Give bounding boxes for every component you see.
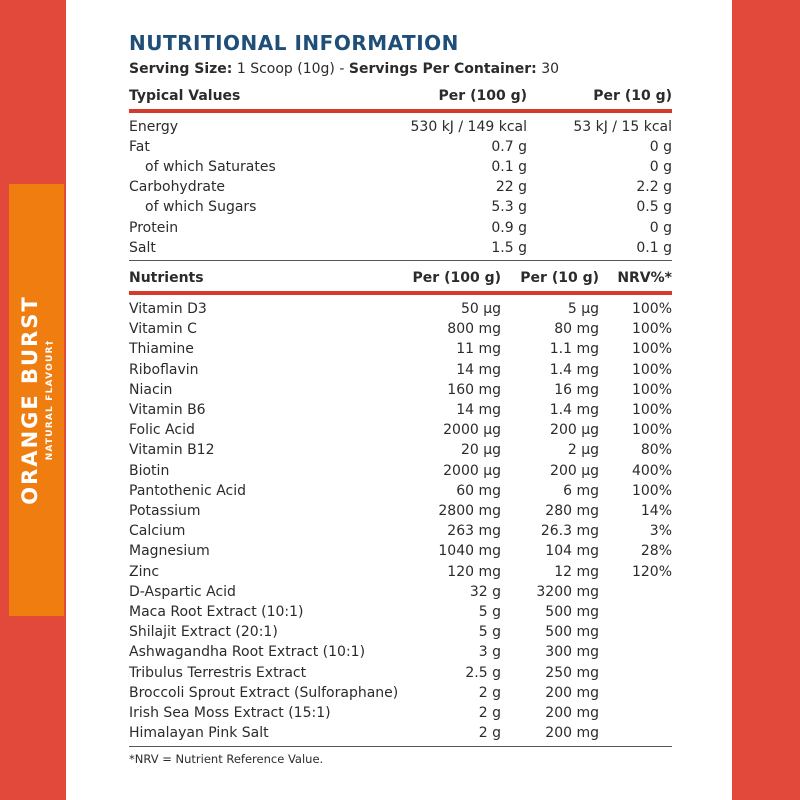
nutrient-row-label: Ashwagandha Root Extract (10:1) xyxy=(129,644,366,661)
flavour-name: ORANGE BURST xyxy=(17,295,42,505)
nutrient-row-per100: 32 g xyxy=(469,583,501,600)
typical-row-per10: 0.1 g xyxy=(636,239,672,256)
nutrient-row-label: Niacin xyxy=(129,381,173,398)
nutrient-row xyxy=(129,481,672,501)
nutrient-row-per100: 14 mg xyxy=(456,361,501,378)
nutrient-row-label: Magnesium xyxy=(129,543,210,560)
nutrient-row-nrv: 100% xyxy=(631,482,672,499)
nutrient-row-per100: 1040 mg xyxy=(438,543,501,560)
typical-row-per100: 0.7 g xyxy=(491,139,527,156)
nutrient-row-per10: 1.4 mg xyxy=(549,402,599,418)
nutrient-row-label: Tribulus Terrestris Extract xyxy=(129,664,307,681)
nutrient-row-per100: 2800 mg xyxy=(438,503,501,519)
nutrients-bottom-rule xyxy=(129,746,672,747)
nutrient-row xyxy=(129,339,672,359)
typical-row-per100: 530 kJ / 149 kcal xyxy=(410,119,527,135)
nutrient-row-per10: 200 µg xyxy=(550,422,599,439)
servings-per-container-value: 30 xyxy=(541,61,560,77)
typical-row-per10: 2.2 g xyxy=(636,179,672,196)
nutrient-row xyxy=(129,683,672,703)
nutrient-row-per100: 60 mg xyxy=(456,482,501,499)
nutrient-row xyxy=(129,703,672,723)
nrv-footnote: *NRV = Nutrient Reference Value. xyxy=(129,752,324,766)
nutrient-row-label: Maca Root Extract (10:1) xyxy=(129,604,304,620)
nutrient-row-per10: 200 mg xyxy=(545,705,599,721)
nutrient-row-label: Riboflavin xyxy=(129,361,199,378)
servings-per-container-label: Servings Per Container: xyxy=(348,61,537,77)
nutrient-row-per10: 200 mg xyxy=(545,684,599,701)
nutrient-row-nrv: 14% xyxy=(640,503,672,519)
nutrient-row-per100: 5 g xyxy=(478,624,501,641)
nutrient-row-per10: 6 mg xyxy=(563,482,599,499)
nutrient-row-label: D-Aspartic Acid xyxy=(129,583,236,600)
typical-row-per100: 0.9 g xyxy=(491,219,527,236)
typical-row-per100: 5.3 g xyxy=(491,199,527,216)
nutrient-row-label: Zinc xyxy=(129,563,160,580)
nutrients-header-nrv: NRV%* xyxy=(617,270,672,286)
typical-row-label: Fat xyxy=(129,139,150,156)
nutrients-header-per100: Per (100 g) xyxy=(412,270,501,286)
serving-separator: - xyxy=(339,61,345,77)
page-title: NUTRITIONAL INFORMATION xyxy=(129,31,459,55)
serving-info xyxy=(129,61,559,77)
typical-row-label: of which Sugars xyxy=(145,199,257,216)
nutrient-row-per100: 160 mg xyxy=(447,381,501,398)
nutrient-row-per10: 1.4 mg xyxy=(549,361,599,378)
typical-row-label: Carbohydrate xyxy=(129,179,226,196)
nutrient-row-label: Irish Sea Moss Extract (15:1) xyxy=(129,705,331,721)
nutrient-row xyxy=(129,582,672,602)
nutrient-row-per10: 2 µg xyxy=(567,442,599,459)
typical-bottom-rule xyxy=(129,260,672,261)
nutrient-row-nrv: 100% xyxy=(631,422,672,439)
nutrient-row-per10: 80 mg xyxy=(554,321,599,338)
typical-header-per100: Per (100 g) xyxy=(438,88,527,104)
typical-row-per10: 53 kJ / 15 kcal xyxy=(573,119,672,135)
nutrient-row xyxy=(129,400,672,420)
nutrient-row-per10: 250 mg xyxy=(545,664,599,681)
typical-row xyxy=(129,177,672,197)
nutrient-row-nrv: 400% xyxy=(631,462,672,479)
nutrient-row-label: Broccoli Sprout Extract (Sulforaphane) xyxy=(129,684,399,701)
nutrient-row-per100: 800 mg xyxy=(447,321,501,338)
typical-row xyxy=(129,117,672,137)
typical-row-per100: 0.1 g xyxy=(491,159,527,176)
nutrient-row-per100: 2.5 g xyxy=(465,664,501,681)
nutrient-row xyxy=(129,380,672,400)
serving-size-label: Serving Size: xyxy=(129,61,233,77)
nutrient-row xyxy=(129,420,672,440)
nutrient-row-per10: 5 µg xyxy=(567,301,599,317)
nutrient-row-per100: 20 µg xyxy=(460,442,501,459)
nutrient-row-per10: 26.3 mg xyxy=(540,523,599,540)
nutrient-row-per10: 1.1 mg xyxy=(549,341,599,358)
typical-row-label: Protein xyxy=(129,219,179,236)
nutrient-row-per100: 263 mg xyxy=(447,523,501,540)
nutrient-row-nrv: 100% xyxy=(631,381,672,398)
nutrient-row-label: Himalayan Pink Salt xyxy=(129,725,269,742)
nutrient-row-label: Vitamin B12 xyxy=(129,442,215,459)
typical-row-per10: 0 g xyxy=(649,159,672,176)
nutrient-row-per10: 104 mg xyxy=(545,543,599,560)
nutrient-row-nrv: 100% xyxy=(631,301,672,317)
nutrient-row-label: Thiamine xyxy=(129,341,194,358)
nutrient-row-label: Potassium xyxy=(129,503,201,519)
nutrient-row xyxy=(129,663,672,683)
nutrient-row-per10: 300 mg xyxy=(545,644,599,661)
nutrient-row-per100: 5 g xyxy=(478,604,501,620)
nutrient-row-per100: 50 µg xyxy=(460,301,501,317)
nutrient-row-per100: 2 g xyxy=(478,684,501,701)
typical-row-per100: 22 g xyxy=(495,179,527,196)
nutrient-row-per100: 120 mg xyxy=(447,563,501,580)
typical-row-label: of which Saturates xyxy=(145,159,276,176)
nutrient-row-nrv: 100% xyxy=(631,341,672,358)
typical-row-per10: 0 g xyxy=(649,219,672,236)
nutrient-row-label: Vitamin D3 xyxy=(129,301,207,317)
nutrient-row xyxy=(129,521,672,541)
nutrient-row-label: Shilajit Extract (20:1) xyxy=(129,624,278,641)
nutrients-header-row xyxy=(129,268,672,288)
nutrient-row-nrv: 3% xyxy=(649,523,672,540)
nutrient-row-nrv: 100% xyxy=(631,402,672,418)
nutrient-row-per10: 3200 mg xyxy=(536,583,599,600)
nutrient-row-nrv: 100% xyxy=(631,321,672,338)
nutrients-header-per10: Per (10 g) xyxy=(520,270,599,286)
nutrient-row xyxy=(129,622,672,642)
typical-row-label: Salt xyxy=(129,239,156,256)
typical-row xyxy=(129,137,672,157)
typical-row-label: Energy xyxy=(129,119,179,135)
nutrient-row-per10: 16 mg xyxy=(554,381,599,398)
serving-size-value: 1 Scoop (10g) xyxy=(236,61,335,77)
nutrient-row-per10: 12 mg xyxy=(554,563,599,580)
nutrient-row-nrv: 100% xyxy=(631,361,672,378)
typical-header-row xyxy=(129,86,672,106)
nutrient-row xyxy=(129,541,672,561)
typical-row-per10: 0.5 g xyxy=(636,199,672,216)
nutrient-row xyxy=(129,723,672,743)
nutrient-row xyxy=(129,360,672,380)
flavour-subtitle: NATURAL FLAVOUR† xyxy=(44,339,55,461)
nutrient-row xyxy=(129,642,672,662)
typical-row xyxy=(129,197,672,217)
typical-row-per100: 1.5 g xyxy=(491,239,527,256)
nutrient-row-label: Pantothenic Acid xyxy=(129,482,247,499)
typical-row-per10: 0 g xyxy=(649,139,672,156)
nutrient-row xyxy=(129,319,672,339)
typical-row xyxy=(129,238,672,258)
typical-header-rule xyxy=(129,109,672,113)
nutrient-row xyxy=(129,299,672,319)
nutrient-row-nrv: 28% xyxy=(640,543,672,560)
nutrient-row-per100: 11 mg xyxy=(456,341,501,358)
nutrient-row-per100: 2 g xyxy=(478,725,501,742)
nutrient-row xyxy=(129,440,672,460)
nutrient-row-nrv: 120% xyxy=(631,563,672,580)
nutrient-row-per100: 14 mg xyxy=(456,402,501,418)
typical-header-per10: Per (10 g) xyxy=(593,88,672,104)
nutrient-row-per10: 200 µg xyxy=(550,462,599,479)
nutrient-row-per100: 2000 µg xyxy=(443,422,501,439)
nutrient-row-per10: 500 mg xyxy=(545,624,599,641)
nutrient-row-nrv: 80% xyxy=(640,442,672,459)
nutrients-header-rule xyxy=(129,291,672,295)
nutrient-row xyxy=(129,501,672,521)
nutrient-row-per100: 2000 µg xyxy=(443,462,501,479)
nutrient-row-label: Vitamin C xyxy=(129,321,197,338)
nutrient-row-label: Biotin xyxy=(129,462,170,479)
nutrient-row xyxy=(129,562,672,582)
nutrient-row xyxy=(129,461,672,481)
nutrients-header-label: Nutrients xyxy=(129,270,204,286)
typical-row xyxy=(129,157,672,177)
nutrient-row-label: Calcium xyxy=(129,523,186,540)
flavour-tab xyxy=(9,184,64,616)
nutrient-row-label: Vitamin B6 xyxy=(129,402,206,418)
nutrient-row-per100: 3 g xyxy=(478,644,501,661)
flavour-text xyxy=(18,295,56,504)
nutrient-row-per100: 2 g xyxy=(478,705,501,721)
nutrient-row-per10: 200 mg xyxy=(545,725,599,742)
typical-header-label: Typical Values xyxy=(129,88,241,104)
typical-row xyxy=(129,218,672,238)
nutrient-row-label: Folic Acid xyxy=(129,422,195,439)
nutrient-row-per10: 280 mg xyxy=(545,503,599,519)
nutrient-row-per10: 500 mg xyxy=(545,604,599,620)
nutrient-row xyxy=(129,602,672,622)
